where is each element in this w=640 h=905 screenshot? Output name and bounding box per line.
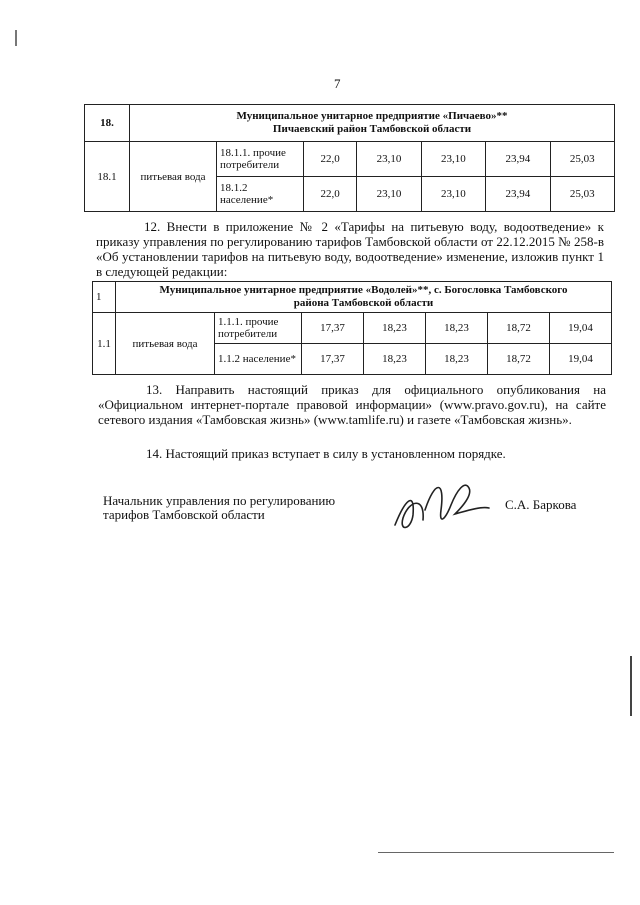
tariff-value: 17,37 — [302, 344, 364, 375]
table-row — [85, 142, 615, 177]
bottom-rule — [378, 852, 614, 853]
signatory-title-line-1: Начальник управления по регулированию — [103, 493, 336, 508]
tariff-value: 25,03 — [550, 177, 614, 212]
tariff-value: 18,23 — [425, 344, 487, 375]
table-header-row — [85, 105, 615, 142]
signatory-title-line-2: тарифов Тамбовской области — [103, 507, 265, 522]
header-line-2: Пичаевский район Тамбовской области — [272, 123, 472, 135]
consumer-label: 1.1.2 население* — [215, 344, 302, 375]
table-section-header — [130, 105, 615, 142]
tariff-value: 18,23 — [363, 313, 425, 344]
tariff-value: 18,72 — [487, 344, 549, 375]
service-name: питьевая вода — [116, 313, 215, 375]
consumer-label: 18.1.2 население* — [217, 177, 304, 212]
table-section-number: 18. — [85, 105, 130, 142]
header-line-1: Муниципальное унитарное предприятие «Водолей»**, с. Богословка Тамбовского — [159, 284, 568, 296]
paragraph-14: 14. Настоящий приказ вступает в силу в установленном порядке. — [146, 446, 506, 461]
tariff-value: 23,10 — [421, 142, 485, 177]
signatory-title — [103, 494, 335, 522]
tariff-value: 25,03 — [550, 142, 614, 177]
scan-margin-mark — [15, 30, 17, 46]
tariff-value: 23,94 — [486, 142, 550, 177]
tariff-value: 19,04 — [549, 313, 611, 344]
tariff-value: 22,0 — [304, 142, 357, 177]
table-section-header — [116, 282, 612, 313]
tariff-value: 23,10 — [357, 142, 421, 177]
table-header-row — [93, 282, 612, 313]
tariff-value: 17,37 — [302, 313, 364, 344]
paragraph-13: 13. Направить настоящий приказ для официального опубликования на «Официальном интернет-портале правовой информации» (www.pravo.gov.ru), на сайте сетевого издания «Тамбовская жизнь» (www.tamlife.ru) и газете «Тамбовская жизнь». — [98, 382, 606, 427]
table-row — [93, 313, 612, 344]
tariff-table-pichaevo — [84, 104, 615, 212]
tariff-value: 18,23 — [425, 313, 487, 344]
header-line-1: Муниципальное унитарное предприятие «Пичаево»** — [236, 110, 508, 122]
row-number: 18.1 — [85, 142, 130, 212]
consumer-label: 18.1.1. прочие потребители — [217, 142, 304, 177]
table-section-number: 1 — [93, 282, 116, 313]
paragraph-12: 12. Внести в приложение № 2 «Тарифы на питьевую воду, водоотведение» к приказу управления по регулированию тарифов Тамбовской области от 22.12.2015 № 258-в «Об установлении тарифов на питьевую воду, водоотведение» изменение, изложив пункт 1 в следующей редакции: — [96, 219, 604, 279]
tariff-value: 18,72 — [487, 313, 549, 344]
handwritten-signature — [385, 470, 495, 540]
service-name: питьевая вода — [130, 142, 217, 212]
tariff-value: 19,04 — [549, 344, 611, 375]
tariff-value: 18,23 — [363, 344, 425, 375]
tariff-value: 22,0 — [304, 177, 357, 212]
tariff-value: 23,10 — [357, 177, 421, 212]
tariff-value: 23,94 — [486, 177, 550, 212]
signatory-name: С.А. Баркова — [505, 497, 577, 512]
page-number: 7 — [334, 76, 341, 91]
scan-edge-mark — [630, 656, 632, 716]
header-line-2: района Тамбовской области — [293, 297, 434, 309]
row-number: 1.1 — [93, 313, 116, 375]
consumer-label: 1.1.1. прочие потребители — [215, 313, 302, 344]
tariff-value: 23,10 — [421, 177, 485, 212]
tariff-table-vodoley — [92, 281, 612, 375]
